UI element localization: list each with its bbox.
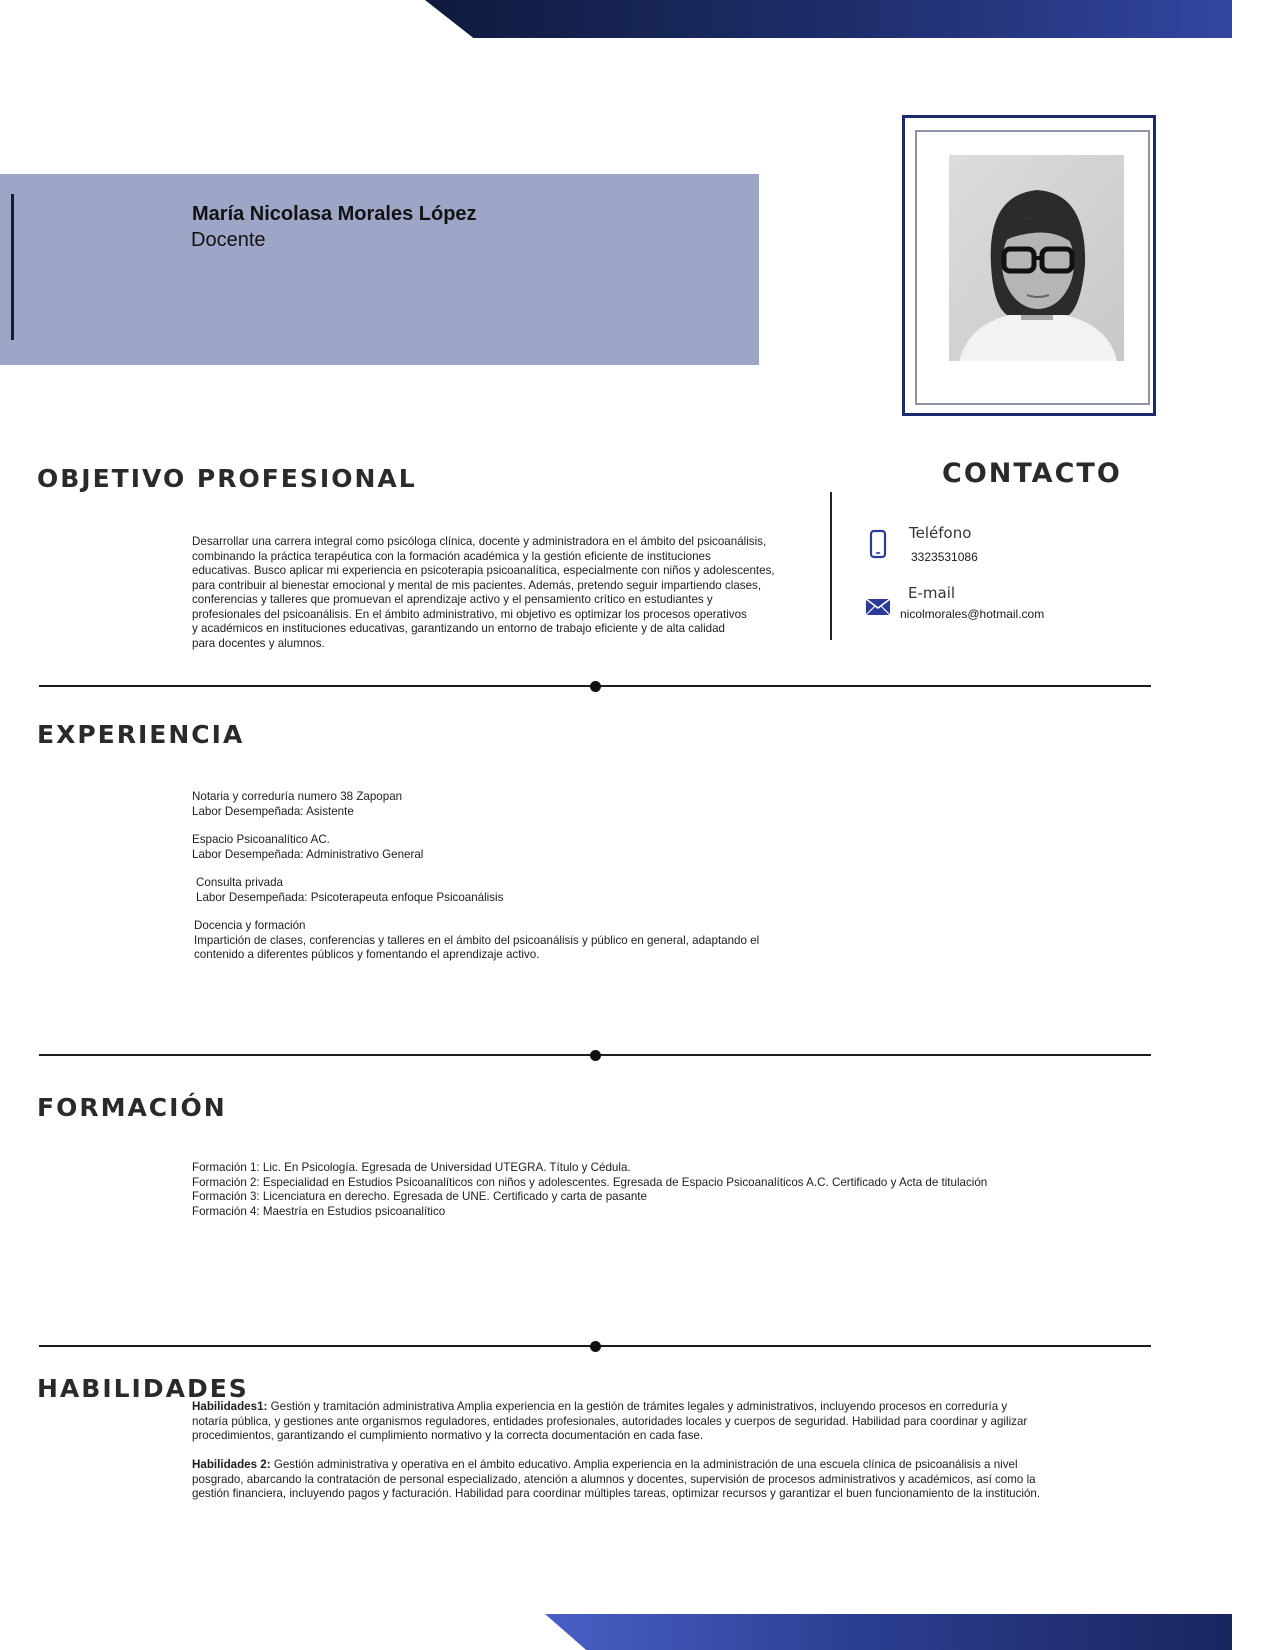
formacion-item: Formación 3: Licenciatura en derecho. Egresada de UNE. Certificado y carta de pasante — [192, 1190, 647, 1203]
name-band-accent-line — [11, 194, 14, 340]
experiencia-item — [196, 876, 503, 905]
objetivo-line: combinando la práctica terapéutica con la formación académica y la gestión eficiente de instituciones — [192, 549, 711, 563]
profile-photo — [949, 155, 1124, 361]
contact-separator — [830, 492, 832, 640]
experiencia-role: Labor Desempeñada: Psicoterapeuta enfoque Psicoanálisis — [196, 890, 504, 904]
phone-value: 3323531086 — [911, 550, 978, 564]
objetivo-line: para docentes y alumnos. — [192, 636, 325, 650]
formacion-item: Formación 4: Maestría en Estudios psicoanalítico — [192, 1204, 446, 1218]
experiencia-employer: Consulta privada — [196, 876, 284, 889]
experiencia-role: Labor Desempeñada: Asistente — [192, 804, 354, 818]
habilidad-block — [192, 1458, 1102, 1502]
divider-dot — [590, 681, 601, 692]
habilidad-text: notaría pública, y gestiones ante organismos reguladores, entidades profesionales, autoridades locales y cuerpos de seguridad. Habilidad para coordinar y agilizar — [192, 1414, 1028, 1428]
experiencia-item — [194, 919, 759, 963]
habilidad-line — [192, 1458, 1102, 1473]
habilidades-title: HABILIDADES — [37, 1374, 249, 1403]
objetivo-line: conferencias y talleres que promuevan el aprendizaje activo y el pensamiento crítico en estudiantes y — [192, 593, 713, 606]
objetivo-line: educativas. Busco aplicar mi experiencia en psicoterapia psicoanalítica, especialmente con niños y adolescentes, — [192, 564, 775, 577]
objetivo-line: para contribuir al bienestar emocional y mental de mis pacientes. Además, pretendo seguir impartiendo clases, — [192, 578, 762, 592]
formacion-item: Formación 1: Lic. En Psicología. Egresada de Universidad UTEGRA. Título y Cédula. — [192, 1161, 631, 1174]
contacto-title: CONTACTO — [942, 458, 1122, 489]
formacion-list — [192, 1161, 987, 1219]
habilidad-text: procedimientos, garantizando el cumplimiento normativo y la correcta documentación en cada fase. — [192, 1429, 704, 1442]
habilidad-line — [192, 1400, 1102, 1415]
habilidad-block — [192, 1400, 1102, 1444]
email-label: E-mail — [908, 584, 956, 602]
person-name: María Nicolasa Morales López — [192, 203, 477, 225]
formacion-item: Formación 2: Especialidad en Estudios Psicoanalíticos con niños y adolescentes. Egresada de Espacio Psicoanalíticos A.C. Certificado y Acta de titulación — [192, 1175, 988, 1189]
divider-dot — [590, 1050, 601, 1061]
phone-label: Teléfono — [909, 524, 972, 542]
experiencia-description: contenido a diferentes públicos y fomentando el aprendizaje activo. — [194, 948, 540, 961]
bottom-decorative-bar — [545, 1614, 1232, 1650]
habilidad-text: posgrado, abarcando la contratación de personal especializado, atención a alumnos y docentes, supervisión de procesos administrativos y académicos, así como la — [192, 1472, 1036, 1486]
experiencia-employer: Notaria y correduría numero 38 Zapopan — [192, 790, 403, 803]
person-role: Docente — [191, 229, 266, 251]
divider-dot — [590, 1341, 601, 1352]
experiencia-item — [192, 833, 423, 862]
habilidad-label: Habilidades1: — [192, 1400, 268, 1413]
habilidad-text: Gestión administrativa y operativa en el ámbito educativo. Amplia experiencia en la administración de una escuela clínica de psicoanálisis a nivel — [273, 1458, 1018, 1471]
habilidad-text: Gestión y tramitación administrativa Amplia experiencia en la gestión de trámites legales y administrativos, incluyendo procesos en correduría y — [270, 1400, 1008, 1413]
objetivo-line: profesionales del psicoanálisis. En el ámbito administrativo, mi objetivo es optimizar los procesos operativos — [192, 607, 747, 621]
email-icon — [865, 598, 891, 616]
experiencia-employer: Docencia y formación — [194, 919, 306, 932]
experiencia-employer: Espacio Psicoanalítico AC. — [192, 833, 330, 846]
habilidad-label: Habilidades 2: — [192, 1458, 271, 1471]
objetivo-line: Desarrollar una carrera integral como psicóloga clínica, docente y administradora en el ámbito del psicoanálisis, — [192, 535, 767, 548]
top-decorative-bar — [425, 0, 1232, 38]
objetivo-line: y académicos en instituciones educativas, garantizando un entorno de trabajo eficiente y de alta calidad — [192, 622, 726, 635]
experiencia-role: Labor Desempeñada: Administrativo General — [192, 847, 424, 861]
experiencia-item — [192, 790, 402, 819]
phone-icon — [869, 529, 887, 559]
email-value: nicolmorales@hotmail.com — [900, 607, 1045, 621]
experiencia-title: EXPERIENCIA — [37, 720, 245, 749]
habilidad-text: gestión financiera, incluyendo pagos y facturación. Habilidad para coordinar múltiples tareas, optimizar recursos y garantizar el buen funcionamiento de la institución. — [192, 1487, 1041, 1500]
experiencia-description: Impartición de clases, conferencias y talleres en el ámbito del psicoanálisis y público en general, adaptando el — [194, 933, 760, 947]
formacion-title: FORMACIÓN — [37, 1093, 227, 1122]
objetivo-text — [192, 535, 775, 651]
objetivo-title: OBJETIVO PROFESIONAL — [37, 464, 417, 493]
